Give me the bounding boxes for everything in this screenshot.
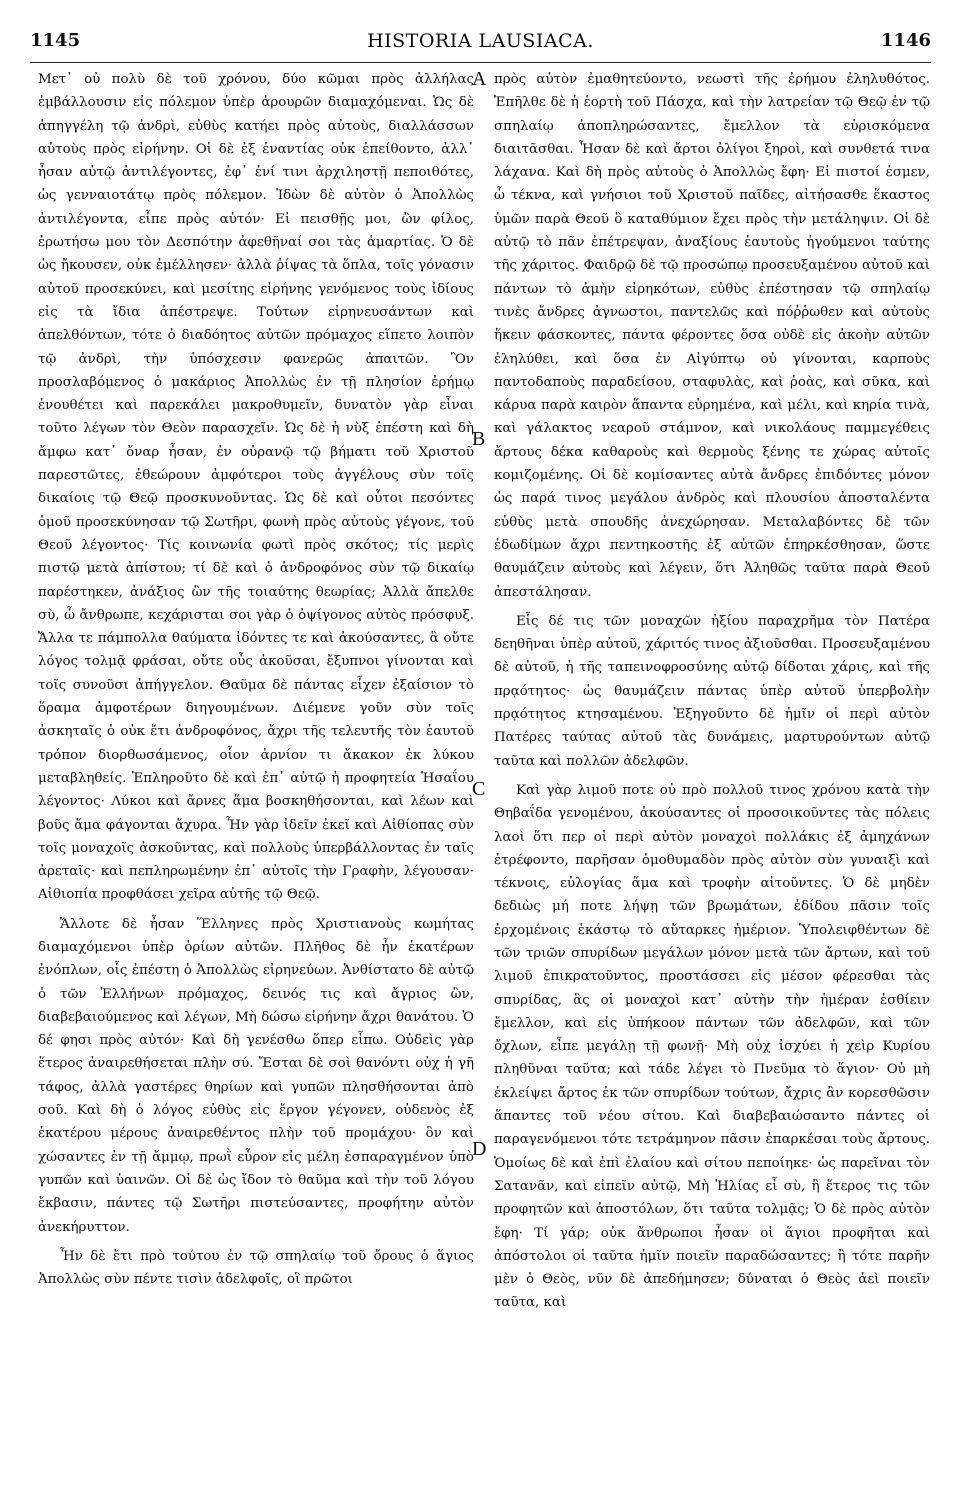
left-column <box>38 68 474 1291</box>
paragraph: Καὶ γὰρ λιμοῦ ποτε οὐ πρὸ πολλοῦ τινος χρόνου κατὰ τὴν Θηβαΐδα γενομένου, ἀκούσαντες οἱ προσοικοῦντες τὰς πόλεις λαοὶ ὅτι περ οἱ περὶ αὐτὸν μοναχοὶ πολλάκις ἐξ ἀμηχάνων ἐτρέφοντο, παρῆσαν ὁμοθυμαδὸν πρὸς αὐτὸν σὺν γυναιξὶ καὶ τέκνοις, εὐλογίας ἅμα καὶ τροφὴν αἰτοῦντες. Ὁ δὲ μηδὲν δεδιὼς μή ποτε λήψῃ τῶν βρωμάτων, ἐδίδου πᾶσιν τοῖς ἐρχομένοις ἑκάστῳ τὸ αὔταρκες ἡμέριον. Ὑπολειφθέντων δὲ τῶν τριῶν σπυρίδων μεγάλων μόνον μετὰ τῶν ἄρτων, καὶ τοῦ λιμοῦ ἐπικρατοῦντος, προστάσσει εἰς μέσον φέρεσθαι τὰς σπυρίδας, ἃς οἱ μοναχοὶ κατ᾿ αὐτὴν τὴν ἡμέραν ἐσθίειν ἔμελλον, καὶ εἰς ὑπήκοον πάντων τῶν ἀδελφῶν, καὶ τῶν ὄχλων, εἶπε μεγάλῃ τῇ φωνῇ· Μὴ οὐχ ἰσχύει ἡ χεὶρ Κυρίου πληθῦναι ταῦτα; καὶ τάδε λέγει τὸ Πνεῦμα τὸ ἅγιον· Οὐ μὴ ἐκλείψει ἄρτος ἐκ τῶν σπυρίδων τούτων, ἄχρις ἂν κορεσθῶσιν ἅπαντες τοῦ νέου σίτου. Καὶ διαβεβαιώσαντο πάντες οἱ παραγενόμενοι τότε τετράμηνον πᾶσιν ἐπαρκέσαι τοὺς ἄρτους. Ὁμοίως δὲ καὶ ἐπὶ ἐλαίου καὶ σίτου πεποίηκε· ὡς παρεῖναι τὸν Σατανᾶν, καὶ εἰπεῖν αὐτῷ, Μὴ Ἠλίας εἶ σὺ, ἢ ἕτερος τις τῶν προφητῶν καὶ ἀποστόλων, ὅτι ταῦτα τολμᾷς; Ὁ δὲ πρὸς αὐτὸν ἔφη· Τί γάρ; οὐκ ἄνθρωποι ἦσαν οἱ ἅγιοι προφῆται καὶ ἀπόστολοι οἱ ταῦτα ἡμῖν ποιεῖν παραδώσαντες; ἢ τότε παρῆν μὲν ὁ Θεὸς, νῦν δὲ ἀπεδήμησεν; δύναται ὁ Θεὸς ἀεὶ ποιεῖν ταῦτα, καὶ <box>494 782 930 1311</box>
margin-marker-c: C <box>472 778 486 800</box>
paragraph: πρὸς αὐτὸν ἐμαθητεύοντο, νεωστὶ τῆς ἐρήμου ἐληλυθότος. Ἐπῆλθε δὲ ἡ ἑορτὴ τοῦ Πάσχα, καὶ τὴν λατρείαν τῷ Θεῷ ἐν τῷ σπηλαίῳ ἀποπληρώσαντες, ἔμελλον τὰ εὑρισκόμενα διαιτᾶσθαι. Ἦσαν δὲ καὶ ἄρτοι ὀλίγοι ξηροὶ, καὶ συνθετά τινα λάχανα. Καὶ δὴ πρὸς αὐτοὺς ὁ Ἀπολλὼς ἔφη· Εἰ πιστοί ἐσμεν, ὦ τέκνα, καὶ γνήσιοι τοῦ Χριστοῦ παῖδες, αἰτήσασθε ἕκαστος ὑμῶν παρὰ Θεοῦ ὃ καταθύμιον ἔχει πρὸς τὴν μετάληψιν. Οἱ δὲ αὐτῷ τὸ πᾶν ἐπέτρεψαν, ἀναξίους ἑαυτοὺς ἡγούμενοι ταύτης τῆς χάριτος. Φαιδρῷ δὲ τῷ προσώπῳ προσευξαμένου αὐτοῦ καὶ πάντων τὸ ἀμὴν εἰρηκότων, εὐθὺς ἐπέστησαν τῷ σπηλαίῳ τινὲς ἄνδρες ἀγνωστοι, παντελῶς καὶ πόῤῥωθεν καὶ αὐτοὺς ἥκειν φάσκοντες, πάντα φέροντες ὅσα οὐδὲ εἰς ἀκοὴν αὐτῶν ἐληλύθει, καὶ ὅσα ἐν Αἰγύπτῳ οὐ γίνονται, καρποὺς παντοδαποὺς παραδείσου, σταφυλὰς, καὶ ῥοὰς, καὶ σῦκα, καὶ κάρυα παρὰ καιρὸν ἅπαντα εὑρημένα, καὶ μέλι, καὶ κηρία τινὰ, καὶ γάλακτος νεαροῦ στάμνον, καὶ νικολάους παμμεγέθεις ἄρτους δέκα καθαροὺς καὶ θερμοὺς ξένης τε χώρας αὐτοῖς κομιζομένης. Οἱ δὲ κομίσαντες αὐτὰ ἄνδρες ἐπιδόντες μόνον ὡς παρά τινος μεγάλου ἀνδρὸς καὶ πλουσίου ἀποσταλέντα εὐθὺς μετὰ σπουδῆς ἀνεχώρησαν. Μεταλαβόντες δὲ τῶν ἐδωδίμων ἄχρι πεντηκοστῆς ἐξ αὐτῶν ἐπηρκέσθησαν, ὥστε θαυμάζειν αὐτοὺς καὶ λέγειν, ὅτι Ἀληθῶς ταῦτα παρὰ Θεοῦ ἀπεστάλησαν. <box>494 72 930 600</box>
paragraph: Ἄλλοτε δὲ ἦσαν Ἕλληνες πρὸς Χριστιανοὺς κωμήτας διαμαχόμενοι ὑπὲρ ὁρίων αὐτῶν. Πλῆθος δὲ ἦν ἑκατέρων ἐνόπλων, οἷς ἐπέστη ὁ Ἀπολλὼς εἰρηνεύων. Ἀνθίστατο δὲ αὐτῷ ὁ τῶν Ἑλλήνων πρόμαχος, δεινός τις καὶ ἄγριος ὢν, διαβεβαιούμενος καὶ λέγων, Μὴ δώσω εἰρήνην ἄχρι θανάτου. Ὁ δέ φησι πρὸς αὐτόν· Καὶ δὴ γενέσθω ὅπερ εἶπω. Οὐδεὶς γὰρ ἕτερος ἀναιρεθήσεται πλὴν σύ. Ἔσται δὲ σοὶ θανόντι οὐχ ἡ γῆ τάφος, ἀλλὰ γαστέρες θηρίων καὶ γυπῶν πλησθήσονται ἀπὸ σοῦ. Καὶ δὴ ὁ λόγος εὐθὺς εἰς ἔργον γέγονεν, οὐδενὸς ἐξ ἑκατέρου μέρους ἀναιρεθέντος πλὴν τοῦ προμάχου· ὃν καὶ χώσαντες ἐν τῇ ἄμμῳ, πρωῒ εὗρον εἰς μέλη ἐσπαραγμένον ὑπὸ γυπῶν καὶ ὑαινῶν. Οἱ δὲ ὡς ἴδον τὸ θαῦμα καὶ τὴν τοῦ λόγου ἔκβασιν, πάντες τῷ Σωτῆρι πιστεύσαντες, προφήτην αὐτὸν ἀνεκήρυττον. <box>38 916 474 1235</box>
margin-marker-b: B <box>472 428 486 450</box>
left-page-number: 1145 <box>30 30 81 51</box>
paragraph: Εἷς δέ τις τῶν μοναχῶν ἠξίου παραχρῆμα τὸν Πατέρα δεηθῆναι ὑπὲρ αὐτοῦ, χάριτός τινος ἀξιοῦσθαι. Προσευξαμένου δὲ αὐτοῦ, ἡ τῆς ταπεινοφροσύνης αὐτῷ δίδοται χάρις, καὶ τῆς πρᾳότητος· ὡς θαυμάζειν πάντας ὑπὲρ αὐτοῦ ὑπερβολὴν πρᾳότητος κτησαμένου. Ἐξηγοῦντο δὲ ἡμῖν οἱ περὶ αὐτὸν Πατέρες ταύτας αὐτοῦ τὰς δυνάμεις, μαρτυρούντων αὐτῷ ταῦτα καὶ πολλῶν ἀδελφῶν. <box>494 613 930 769</box>
paragraph: Μετ᾿ οὐ πολὺ δὲ τοῦ χρόνου, δύο κῶμαι πρὸς ἀλλήλας ἐμβάλλουσιν εἰς πόλεμον ὑπὲρ ἀρουρῶν διαμαχόμεναι. Ὡς δὲ ἀπηγγέλη τῷ ἀνδρὶ, εὐθὺς κατήει πρὸς αὐτοὺς, διαλλάσσων αὐτοὺς πρὸς εἰρήνην. Οἱ δὲ ἐξ ἐναντίας οὐκ ἐπείθοντο, ἀλλ᾿ ἦσαν αὐτῷ ἀντιλέγοντες, ἐφ᾿ ἐνί τινι ἀρχιληστῇ πεποιθότες, ὡς γενναιοτάτῳ πρὸς πόλεμον. Ἰδὼν δὲ αὐτὸν ὁ Ἀπολλὼς ἀντιλέγοντα, εἶπε πρὸς αὐτόν· Εἰ πεισθῇς μοι, ὢν φίλος, ἐρωτήσω μου τὸν Δεσπότην ἀφεθῆναί σοι τὰς ἁμαρτίας. Ὁ δὲ ὡς ἤκουσεν, οὐκ ἐμέλλησεν· ἀλλὰ ῥίψας τὰ ὅπλα, τοῖς γόνασιν αὐτοῦ προσεκύνει, καὶ μεσίτης εἰρήνης γενόμενος τοὺς ἰδίους εἰς τὰ ἴδια ἀπέστρεψε. Τούτων εἰρηνευσάντων καὶ ἀπελθόντων, τότε ὁ διαδόητος αὐτῶν πρόμαχος εἵπετο λοιπὸν τῷ ἀνδρὶ, τὴν ὑπόσχεσιν φανερῶς ἀπαιτῶν. Ὃν προσλαβόμενος ὁ μακάριος Ἀπολλὼς ἐν τῇ πλησίον ἐρήμῳ ἐνουθέτει καὶ παρεκάλει μακροθυμεῖν, δυνατὸν γὰρ εἶναι τοῦτο λέγων τὸν Θεὸν παρασχεῖν. Ὡς δὲ ἡ νὺξ ἐπέστη καὶ δὴ ἄμφω κατ᾿ ὄναρ ἦσαν, ἐν οὐρανῷ τῷ βήματι τοῦ Χριστοῦ παρεστῶτες, ἐθεώρουν ἀμφότεροι τοὺς ἀγγέλους σὺν τοῖς δικαίοις τῷ Θεῷ προσκυνοῦντας. Ὡς δὲ καὶ οὗτοι πεσόντες ὁμοῦ προσεκύνησαν τῷ Σωτῆρι, φωνὴ πρὸς αὐτοὺς γέγονε, τοῦ Θεοῦ λέγοντος· Τίς κοινωνία φωτὶ πρὸς σκότος; τίς μερὶς πιστῷ μετὰ ἀπίστου; τί δὲ καὶ ὁ ἀνδροφόνος σὺν τῷ δικαίῳ παρέστηκεν, ἀνάξιος ὢν τῆς τοιαύτης θεωρίας; Ἀλλὰ ἄπελθε σὺ, ὦ ἄνθρωπε, κεχάρισται σοι γὰρ ὁ ὀψίγονος αὐτὸς πρόσφυξ. Ἄλλα τε πάμπολλα θαύματα ἰδόντες τε καὶ ἀκούσαντες, ἃ οὔτε λόγος τολμᾷ φράσαι, οὔτε οὖς ἀκοῦσαι, ἔξυπνοι γίνονται καὶ τοῖς συνοῦσι ἀπήγγελον. Θαῦμα δὲ πάντας εἶχεν ἐξαίσιον τὸ ὅραμα ἀμφοτέρων διηγουμένων. Διέμενε γοῦν σὺν τοῖς ἀσκηταῖς ὁ οὐκ ἔτι ἀνδροφόνος, ἄχρι τῆς τελευτῆς τὸν ἑαυτοῦ τρόπον διορθωσάμενος, οἷον ἀρνίον τι ἄκακον ἐκ λύκου μεταβληθείς. Ἐπληροῦτο δὲ καὶ ἐπ᾿ αὐτῷ ἡ προφητεία Ἡσαΐου λέγοντος· Λύκοι καὶ ἄρνες ἅμα βοσκηθήσονται, καὶ λέων καὶ βοῦς ἅμα φάγονται ἄχυρα. Ἦν γὰρ ἰδεῖν ἐκεῖ καὶ Αἰθίοπας σὺν τοῖς μοναχοῖς ἀσκοῦντας, καὶ πολλοὺς ὑπερβάλλοντας ἐν ταῖς ἀρεταῖς· καὶ πεπληρωμένην ἐπ᾿ αὐτοῖς τὴν Γραφὴν, λέγουσαν· Αἰθιοπία προφθάσει χεῖρα αὐτῆς τῷ Θεῷ. <box>38 72 474 903</box>
running-title: HISTORIA LAUSIACA. <box>367 30 594 52</box>
right-page-number: 1146 <box>880 30 931 51</box>
right-column <box>494 68 930 1315</box>
margin-marker-d: D <box>472 1138 487 1160</box>
page-header <box>30 30 931 60</box>
margin-marker-a: A <box>472 68 487 90</box>
paragraph: Ἦν δὲ ἔτι πρὸ τούτου ἐν τῷ σπηλαίῳ τοῦ ὄρους ὁ ἅγιος Ἀπολλὼς σὺν πέντε τισὶν ἀδελφοῖς, οἳ πρῶτοι <box>38 1248 474 1288</box>
header-rule <box>30 62 931 63</box>
